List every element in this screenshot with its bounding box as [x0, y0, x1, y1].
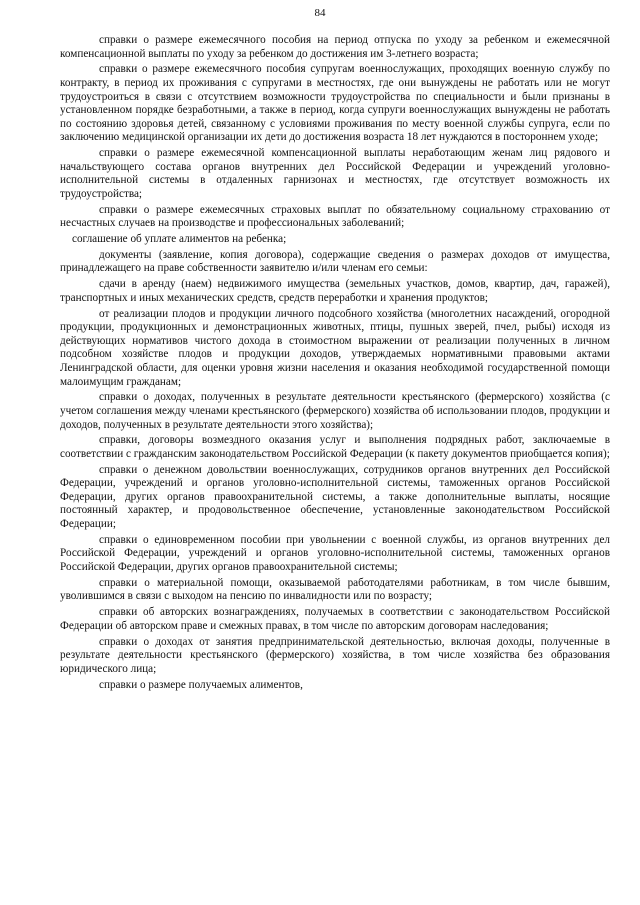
- document-paragraph: справки о доходах, полученных в результате деятельности крестьянского (фермерского) хозяйства (с учетом соглашения между членами крестьянского (фермерского) хозяйства об использовании плодов, продукции и доходов, полученных в результате деятельности этого хозяйства);: [60, 391, 610, 431]
- document-paragraph: от реализации плодов и продукции личного подсобного хозяйства (многолетних насаждений, огородной продукции, продукционных и демонстрационных животных, птицы, пушных зверей, пчел, рыбы) исходя из действующих нормативов чистого дохода в стоимостном выражении от реализации полученных в личном подсобном хозяйстве плодов и продукции доходов, утверждаемых нормативными правовыми актами Ленинградской области, для оценки уровня жизни населения и оказания необходимой государственной помощи малоимущим гражданам;: [60, 307, 610, 388]
- document-paragraph: справки о размере ежемесячных страховых выплат по обязательному социальному страхованию от несчастных случаев на производстве и профессиональных заболеваний;: [60, 203, 610, 230]
- document-paragraph: справки о размере ежемесячной компенсационной выплаты неработающим женам лиц рядового и начальствующего состава органов внутренних дел Российской Федерации и учреждений уголовно-исполнительной системы в отдаленных гарнизонах и местностях, где отсутствует возможность их трудоустройства;: [60, 147, 610, 200]
- document-paragraph: справки об авторских вознаграждениях, получаемых в соответствии с законодательством Российской Федерации об авторском праве и смежных правах, в том числе по авторским договорам наследования;: [60, 606, 610, 632]
- document-paragraph: справки о единовременном пособии при увольнении с военной службы, из органов внутренних дел Российской Федерации, учреждений и органов уголовно-исполнительной системы, таможенных органов Российской Федерации, других органов правоохранительной системы;: [60, 533, 610, 574]
- document-paragraph: справки о размере получаемых алиментов,: [99, 678, 303, 691]
- document-paragraph: соглашение об уплате алиментов на ребенка;: [72, 233, 287, 246]
- document-paragraph: справки о размере ежемесячного пособия на период отпуска по уходу за ребенком и ежемесячной компенсационной выплаты по уходу за ребенком до достижения им 3-летнего возраста;: [60, 34, 610, 60]
- document-body: [60, 34, 610, 694]
- document-paragraph: документы (заявление, копия договора), содержащие сведения о размерах доходов от имущества, принадлежащего на праве собственности заявителю и/или членам его семьи:: [60, 248, 610, 275]
- document-paragraph: справки о доходах от занятия предпринимательской деятельностью, включая доходы, полученные в результате деятельности крестьянского (фермерского) хозяйства, в том числе хозяйства без образования юридического лица;: [60, 635, 610, 675]
- document-paragraph: справки, договоры возмездного оказания услуг и выполнения подрядных работ, заключаемые в соответствии с гражданским законодательством Российской Федерации (к пакету документов приобщается копия);: [60, 434, 610, 460]
- document-paragraph: сдачи в аренду (наем) недвижимого имущества (земельных участков, домов, квартир, дач, гаражей), транспортных и иных механических средств, средств переработки и хранения продуктов;: [60, 278, 610, 304]
- document-paragraph: справки о материальной помощи, оказываемой работодателями работникам, в том числе бывшим, уволившимся в связи с выходом на пенсию по инвалидности или по возрасту;: [60, 576, 610, 603]
- document-paragraph: справки о денежном довольствии военнослужащих, сотрудников органов внутренних дел Российской Федерации, учреждений и органов уголовно-исполнительной системы, таможенных органов Российской Федерации, других органов правоохранительной системы, а также дополнительные выплаты, носящие постоянный характер, и продовольственное обеспечение, установленные законодательством Российской Федерации;: [60, 463, 610, 531]
- page-number: 84: [314, 7, 326, 19]
- document-paragraph: справки о размере ежемесячного пособия супругам военнослужащих, проходящих военную службу по контракту, в период их проживания с супругами в местностях, где они вынуждены не работать или не могут трудоустроиться в связи с отсутствием возможности трудоустройства по специальности и были признаны в установленном порядке безработными, а также в период, когда супруги военнослужащих вынуждены не работать по состоянию здоровья детей, связанному с условиями проживания по месту военной службы супруга, если по заключению медицинской организации их дети до достижения возраста 18 лет нуждаются в постороннем уходе;: [60, 63, 610, 144]
